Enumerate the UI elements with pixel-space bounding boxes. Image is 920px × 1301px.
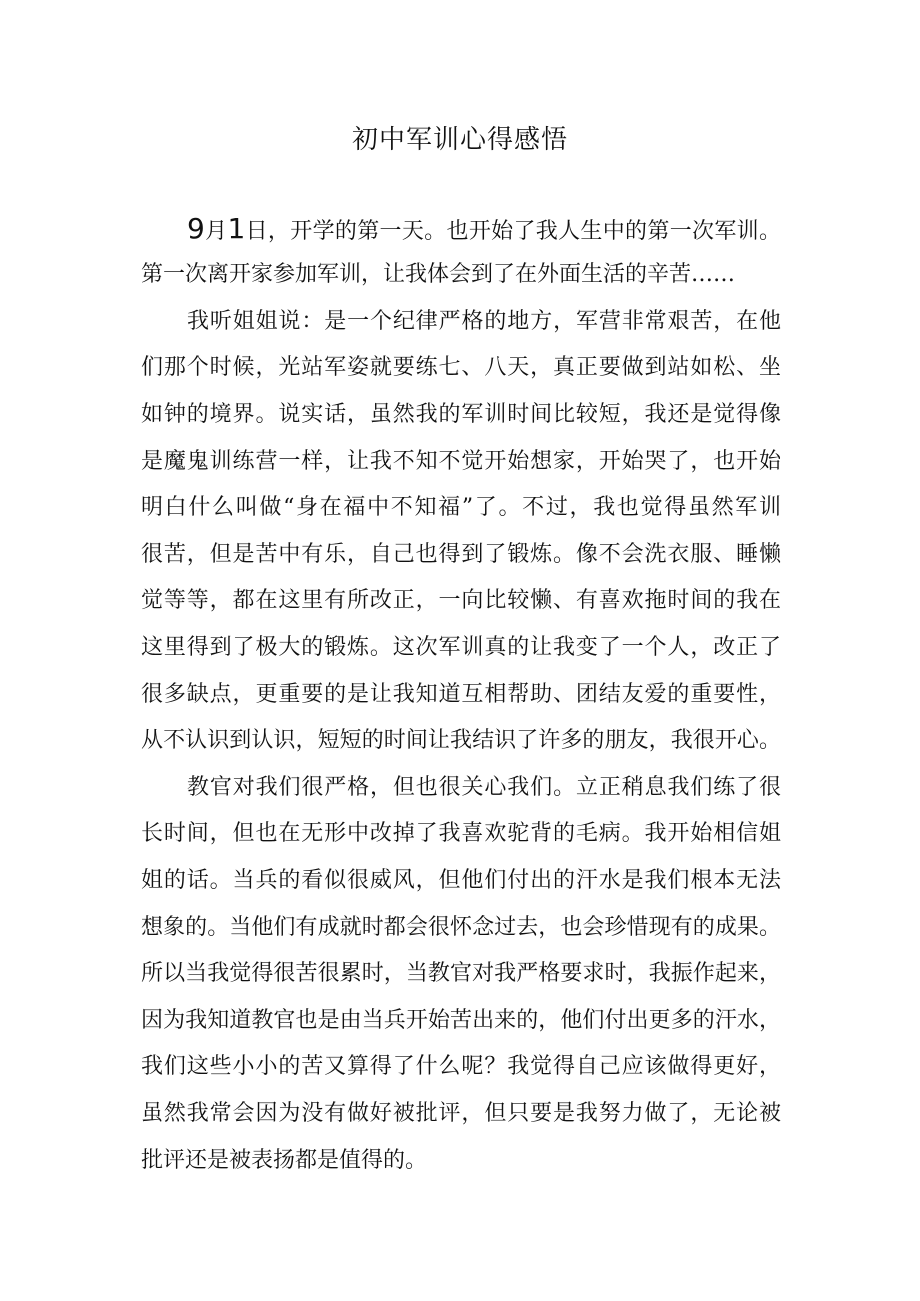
paragraph-2-line: 这里得到了极大的锻炼。这次军训真的让我变了一个人，改正了 bbox=[141, 635, 781, 660]
paragraph-3-line: 因为我知道教官也是由当兵开始苦出来的，他们付出更多的汗水， bbox=[141, 1008, 781, 1033]
paragraph-2-line: 从不认识到认识，短短的时间让我结识了许多的朋友，我很开心。 bbox=[141, 728, 781, 753]
paragraph-3-line: 所以当我觉得很苦很累时，当教官对我严格要求时，我振作起来， bbox=[141, 961, 781, 986]
date-month-number: 9 bbox=[187, 212, 205, 245]
date-month-unit: 月 bbox=[204, 219, 228, 244]
paragraph-3-line: 虽然我常会因为没有做好被批评，但只要是我努力做了，无论被 bbox=[141, 1101, 781, 1126]
paragraph-2-line: 明白什么叫做“身在福中不知福”了。不过，我也觉得虽然军训 bbox=[141, 495, 781, 520]
paragraph-2-line: 是魔鬼训练营一样，让我不知不觉开始想家，开始哭了，也开始 bbox=[141, 449, 781, 474]
date-day-number: 1 bbox=[227, 212, 246, 245]
paragraph-3-line: 想象的。当他们有成就时都会很怀念过去，也会珍惜现有的成果。 bbox=[141, 915, 781, 940]
paragraph-3-line: 姐的话。当兵的看似很威风，但他们付出的汗水是我们根本无法 bbox=[141, 868, 781, 893]
paragraph-2-line: 我听姐姐说：是一个纪律严格的地方，军营非常艰苦，在他 bbox=[187, 309, 781, 334]
paragraph-1-line-1-text: 日，开学的第一天。也开始了我人生中的第一次军训。 bbox=[245, 219, 781, 244]
paragraph-3-line: 我们这些小小的苦又算得了什么呢？我觉得自己应该做得更好， bbox=[141, 1054, 781, 1079]
paragraph-1-line-1 bbox=[187, 206, 781, 252]
paragraph-2-line: 很多缺点，更重要的是让我知道互相帮助、团结友爱的重要性， bbox=[141, 682, 781, 707]
paragraph-3-line: 长时间，但也在无形中改掉了我喜欢驼背的毛病。我开始相信姐 bbox=[141, 821, 781, 846]
paragraph-2-line: 如钟的境界。说实话，虽然我的军训时间比较短，我还是觉得像 bbox=[141, 402, 781, 427]
paragraph-2-line: 们那个时候，光站军姿就要练七、八天，真正要做到站如松、坐 bbox=[141, 355, 781, 380]
paragraph-1-line-2: 第一次离开家参加军训，让我体会到了在外面生活的辛苦…… bbox=[141, 262, 736, 287]
paragraph-2-line: 觉等等，都在这里有所改正，一向比较懒、有喜欢拖时间的我在 bbox=[141, 588, 781, 613]
paragraph-3-line: 教官对我们很严格，但也很关心我们。立正稍息我们练了很 bbox=[187, 775, 781, 800]
page-title: 初中军训心得感悟 bbox=[351, 125, 568, 155]
paragraph-3-line: 批评还是被表扬都是值得的。 bbox=[141, 1148, 428, 1173]
paragraph-2-line: 很苦，但是苦中有乐，自己也得到了锻炼。像不会洗衣服、睡懒 bbox=[141, 542, 781, 567]
